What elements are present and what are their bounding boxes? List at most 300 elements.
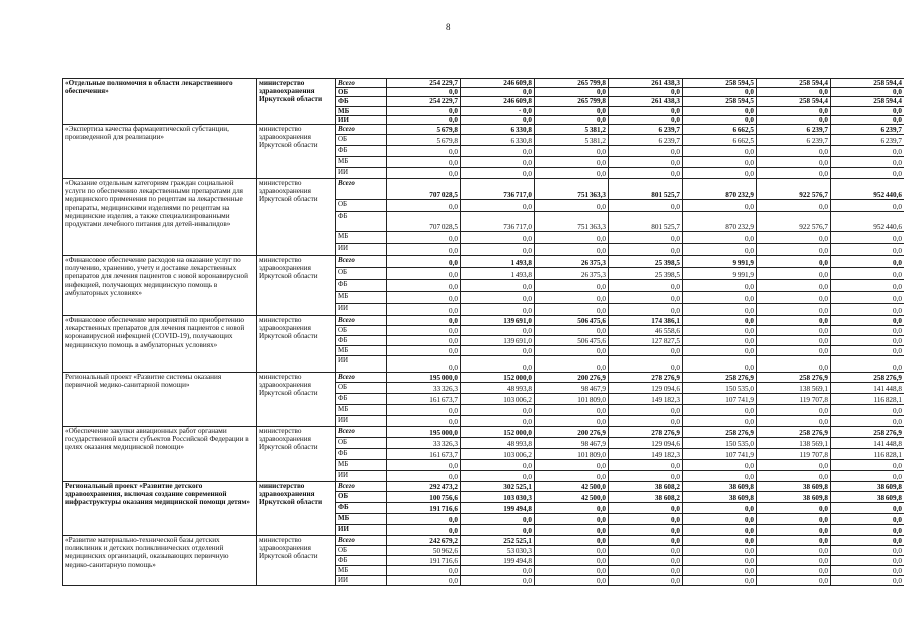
amount-cell: 191 716,6 [387,503,461,514]
amount-cell: 0,0 [683,405,757,416]
amount-cell: 150 535,0 [683,438,757,449]
amount-cell: 0,0 [831,244,904,256]
amount-cell: 0,0 [461,232,535,244]
amount-cell: 0,0 [831,405,904,416]
amount-cell: 103 030,3 [461,492,535,503]
executor-cell: министерство здравоохранения Иркутской области [257,316,336,373]
program-name-cell: Региональный проект «Развитие детского здравоохранения, включая создание современной инфраструктуры оказания медицинской помощи детям» [63,482,257,536]
funding-source-cell: Всего [336,256,387,268]
table-row [63,373,904,383]
program-name-cell: «Обеспечение закупки авиационных работ органами государственной власти субъектов Российской Федерации в целях оказания медицинской помощи» [63,427,257,482]
amount-cell: 0,0 [757,336,831,346]
amount-cell: 0,0 [831,88,904,97]
amount-cell: 0,0 [387,280,461,292]
amount-cell: 506 475,6 [535,336,609,346]
amount-cell: 0,0 [757,576,831,586]
amount-cell: 42 500,0 [535,482,609,492]
amount-cell: 801 525,7 [609,179,683,200]
amount-cell: 265 799,8 [535,79,609,88]
amount-cell: 0,0 [461,292,535,304]
funding-source-cell: ФБ [336,336,387,346]
funding-source-cell: ИИ [336,356,387,373]
amount-cell: 0,0 [461,514,535,525]
amount-cell: 25 398,5 [609,268,683,280]
amount-cell: 0,0 [387,460,461,471]
funding-source-cell: ФБ [336,97,387,106]
program-name-cell: «Экспертиза качества фармацевтической субстанции, произведенной для реализации» [63,125,257,179]
table-row [63,125,904,135]
amount-cell: 870 232,9 [683,212,757,232]
amount-cell: 107 741,9 [683,449,757,460]
amount-cell: 0,0 [387,405,461,416]
amount-cell: 0,0 [387,146,461,157]
amount-cell: 0,0 [757,88,831,97]
program-name-cell: Региональный проект «Развитие системы оказания первичной медико-санитарной помощи» [63,373,257,427]
executor-cell: министерство здравоохранения Иркутской области [257,536,336,586]
amount-cell: 0,0 [387,336,461,346]
funding-source-cell: МБ [336,460,387,471]
amount-cell: 246 609,8 [461,79,535,88]
table-row [63,536,904,546]
amount-cell: 870 232,9 [683,179,757,200]
amount-cell: 0,0 [757,157,831,168]
amount-cell: 195 000,0 [387,373,461,383]
amount-cell: 33 326,3 [387,383,461,394]
amount-cell: 0,0 [831,556,904,566]
amount-cell: 0,0 [461,244,535,256]
amount-cell: 199 494,8 [461,503,535,514]
amount-cell: 0,0 [683,566,757,576]
amount-cell: 0,0 [461,416,535,427]
amount-cell: 0,0 [683,416,757,427]
amount-cell: 0,0 [683,525,757,536]
amount-cell: 0,0 [609,556,683,566]
amount-cell: 0,0 [683,316,757,326]
amount-cell: 0,0 [535,416,609,427]
amount-cell: 0,0 [609,346,683,356]
amount-cell: 127 827,5 [609,336,683,346]
amount-cell: 141 448,8 [831,438,904,449]
amount-cell: 506 475,6 [535,316,609,326]
amount-cell: 0,0 [609,503,683,514]
amount-cell: 265 799,8 [535,97,609,106]
amount-cell: 6 330,8 [461,125,535,135]
program-name-cell: «Финансовое обеспечение мероприятий по приобретению лекарственных препаратов для лечения пациентов с новой коронавирусной инфекцией (COVID-19), получающих медицинскую помощь в амбулаторных условиях» [63,316,257,373]
amount-cell: 0,0 [461,168,535,179]
amount-cell: · 0,0 [461,106,535,115]
program-name-cell: «Оказание отдельным категориям граждан социальной услуги по обеспечению лекарственными препаратами для медицинского применения по рецептам на лекарственные препараты, медицинскими изделиями по рецептам на медицинские изделия, а также специализированными продуктами лечебного питания для детей-инвалидов» [63,179,257,256]
amount-cell: 1 493,8 [461,268,535,280]
funding-source-cell: Всего [336,79,387,88]
amount-cell: 258 276,9 [757,373,831,383]
amount-cell: 0,0 [683,244,757,256]
amount-cell: 0,0 [683,460,757,471]
amount-cell: 0,0 [831,536,904,546]
amount-cell: 0,0 [831,106,904,115]
amount-cell: 261 438,3 [609,97,683,106]
funding-source-cell: Всего [336,316,387,326]
amount-cell: 0,0 [609,200,683,212]
amount-cell: 0,0 [683,503,757,514]
funding-source-cell: МБ [336,232,387,244]
amount-cell: 0,0 [683,280,757,292]
amount-cell: 0,0 [461,525,535,536]
amount-cell: 0,0 [683,115,757,124]
funding-source-cell: ФБ [336,394,387,405]
amount-cell: 258 276,9 [831,427,904,438]
amount-cell: 161 673,7 [387,449,461,460]
amount-cell: 0,0 [387,232,461,244]
amount-cell: 801 525,7 [609,212,683,232]
amount-cell: 101 809,0 [535,394,609,405]
amount-cell: 0,0 [831,316,904,326]
amount-cell: 0,0 [387,356,461,373]
amount-cell: 707 028,5 [387,179,461,200]
amount-cell: 0,0 [683,304,757,316]
funding-source-cell: ФБ [336,146,387,157]
amount-cell: 25 398,5 [609,256,683,268]
funding-source-cell: ОБ [336,268,387,280]
amount-cell: 152 000,0 [461,427,535,438]
amount-cell: 258 594,4 [831,97,904,106]
funding-source-cell: ФБ [336,212,387,232]
amount-cell: 200 276,9 [535,373,609,383]
amount-cell: 0,0 [535,326,609,336]
amount-cell: 0,0 [461,576,535,586]
amount-cell: 6 239,7 [609,135,683,146]
amount-cell: 0,0 [387,326,461,336]
amount-cell: 0,0 [609,536,683,546]
amount-cell: 751 363,3 [535,179,609,200]
executor-cell: министерство здравоохранения Иркутской области [257,256,336,316]
amount-cell: 258 276,9 [683,373,757,383]
funding-source-cell: МБ [336,566,387,576]
amount-cell: 195 000,0 [387,427,461,438]
funding-source-cell: ФБ [336,556,387,566]
amount-cell: 139 691,0 [461,316,535,326]
funding-source-cell: ИИ [336,525,387,536]
amount-cell: 0,0 [831,200,904,212]
amount-cell: 0,0 [387,292,461,304]
amount-cell: 0,0 [831,292,904,304]
amount-cell: 174 386,1 [609,316,683,326]
amount-cell: 0,0 [609,106,683,115]
funding-source-cell: МБ [336,106,387,115]
amount-cell: 0,0 [461,460,535,471]
amount-cell: 0,0 [757,304,831,316]
amount-cell: 0,0 [609,280,683,292]
amount-cell: 6 239,7 [757,125,831,135]
amount-cell: 0,0 [609,146,683,157]
amount-cell: 5 381,2 [535,135,609,146]
amount-cell: 0,0 [535,244,609,256]
amount-cell: 6 662,5 [683,135,757,146]
amount-cell: 0,0 [831,356,904,373]
funding-source-cell: ИИ [336,168,387,179]
amount-cell: 0,0 [535,88,609,97]
amount-cell: 0,0 [831,514,904,525]
amount-cell: 0,0 [609,168,683,179]
amount-cell: 38 609,8 [757,492,831,503]
amount-cell: 0,0 [535,556,609,566]
amount-cell: 0,0 [683,471,757,482]
amount-cell: 0,0 [757,168,831,179]
amount-cell: 0,0 [757,460,831,471]
funding-source-cell: МБ [336,514,387,525]
amount-cell: 0,0 [831,326,904,336]
amount-cell: 952 440,6 [831,179,904,200]
funding-source-cell: ИИ [336,244,387,256]
amount-cell: 0,0 [535,200,609,212]
amount-cell: 38 609,8 [831,492,904,503]
amount-cell: 0,0 [831,115,904,124]
table-row [63,427,904,438]
amount-cell: 98 467,9 [535,383,609,394]
amount-cell: 258 594,4 [757,79,831,88]
funding-source-cell: МБ [336,157,387,168]
amount-cell: 0,0 [609,88,683,97]
amount-cell: 0,0 [831,256,904,268]
amount-cell: 0,0 [387,514,461,525]
funding-source-cell: ИИ [336,576,387,586]
amount-cell: 0,0 [461,88,535,97]
amount-cell: 0,0 [757,514,831,525]
funding-source-cell: Всего [336,179,387,200]
program-name-cell: «Развитие материально-технической базы детских поликлиник и детских поликлинических отделений медицинских организаций, оказывающих первичную медико-санитарную помощь» [63,536,257,586]
amount-cell: 0,0 [535,115,609,124]
amount-cell: 0,0 [387,244,461,256]
amount-cell: 38 608,2 [609,492,683,503]
amount-cell: 138 569,1 [757,438,831,449]
amount-cell: 116 828,1 [831,394,904,405]
amount-cell: 0,0 [831,232,904,244]
amount-cell: 258 594,4 [831,79,904,88]
amount-cell: 48 993,8 [461,383,535,394]
amount-cell: 0,0 [831,146,904,157]
amount-cell: 0,0 [831,460,904,471]
amount-cell: 258 276,9 [757,427,831,438]
amount-cell: 258 594,4 [757,97,831,106]
table-row [63,316,904,326]
amount-cell: 0,0 [683,336,757,346]
amount-cell: 129 094,6 [609,438,683,449]
amount-cell: 0,0 [609,232,683,244]
executor-cell: министерство здравоохранения Иркутской области [257,482,336,536]
amount-cell: 9 991,9 [683,256,757,268]
amount-cell: 5 679,8 [387,135,461,146]
funding-source-cell: ФБ [336,280,387,292]
amount-cell: 0,0 [609,157,683,168]
amount-cell: 0,0 [461,115,535,124]
funding-source-cell: МБ [336,292,387,304]
amount-cell: 292 473,2 [387,482,461,492]
amount-cell: 0,0 [831,280,904,292]
executor-cell: министерство здравоохранения Иркутской области [257,79,336,125]
funding-source-cell: Всего [336,373,387,383]
amount-cell: 0,0 [831,546,904,556]
program-name-cell: «Финансовое обеспечение расходов на оказание услуг по получению, хранению, учету и доставке лекарственных препаратов для лечения пациентов с новой коронавирусной инфекцией, получающих медицинскую помощь в амбулаторных условиях» [63,256,257,316]
amount-cell: 751 363,3 [535,212,609,232]
amount-cell: 0,0 [387,157,461,168]
amount-cell: 254 229,7 [387,79,461,88]
amount-cell: 0,0 [387,576,461,586]
amount-cell: 150 535,0 [683,383,757,394]
amount-cell: 0,0 [757,346,831,356]
amount-cell: 0,0 [683,556,757,566]
amount-cell: 0,0 [683,536,757,546]
table-row [63,79,904,88]
amount-cell: 0,0 [609,460,683,471]
amount-cell: 48 993,8 [461,438,535,449]
amount-cell: 0,0 [831,304,904,316]
amount-cell: 258 276,9 [831,373,904,383]
amount-cell: 707 028,5 [387,212,461,232]
amount-cell: 0,0 [535,566,609,576]
amount-cell: 0,0 [535,280,609,292]
amount-cell: 0,0 [387,416,461,427]
amount-cell: 0,0 [683,546,757,556]
amount-cell: 191 716,6 [387,556,461,566]
amount-cell: 200 276,9 [535,427,609,438]
amount-cell: 0,0 [387,256,461,268]
funding-source-cell: ИИ [336,304,387,316]
amount-cell: 0,0 [535,503,609,514]
amount-cell: 246 609,8 [461,97,535,106]
amount-cell: 0,0 [461,471,535,482]
amount-cell: 0,0 [683,88,757,97]
amount-cell: 0,0 [535,292,609,304]
amount-cell: 0,0 [757,556,831,566]
amount-cell: 0,0 [387,566,461,576]
amount-cell: 242 679,2 [387,536,461,546]
amount-cell: 736 717,0 [461,212,535,232]
amount-cell: 0,0 [683,200,757,212]
amount-cell: 26 375,3 [535,268,609,280]
funding-source-cell: ИИ [336,115,387,124]
amount-cell: 5 381,2 [535,125,609,135]
amount-cell: 254 229,7 [387,97,461,106]
amount-cell: 0,0 [387,304,461,316]
amount-cell: 53 030,3 [461,546,535,556]
amount-cell: 0,0 [831,503,904,514]
amount-cell: 0,0 [683,514,757,525]
amount-cell: 0,0 [535,536,609,546]
funding-source-cell: ОБ [336,492,387,503]
amount-cell: 33 326,3 [387,438,461,449]
amount-cell: 6 330,8 [461,135,535,146]
funding-source-cell: ИИ [336,416,387,427]
amount-cell: 0,0 [757,232,831,244]
amount-cell: 100 756,6 [387,492,461,503]
amount-cell: 6 662,5 [683,125,757,135]
amount-cell: 98 467,9 [535,438,609,449]
amount-cell: 0,0 [461,566,535,576]
amount-cell: 0,0 [757,256,831,268]
amount-cell: 161 673,7 [387,394,461,405]
amount-cell: 0,0 [831,168,904,179]
amount-cell: 0,0 [683,576,757,586]
amount-cell: 139 691,0 [461,336,535,346]
amount-cell: 0,0 [461,304,535,316]
amount-cell: 0,0 [535,146,609,157]
amount-cell: 0,0 [683,346,757,356]
amount-cell: 129 094,6 [609,383,683,394]
amount-cell: 149 182,3 [609,394,683,405]
amount-cell: 0,0 [535,546,609,556]
amount-cell: 0,0 [535,514,609,525]
amount-cell: 0,0 [831,471,904,482]
amount-cell: 0,0 [757,200,831,212]
amount-cell: 149 182,3 [609,449,683,460]
amount-cell: 0,0 [609,405,683,416]
funding-source-cell: ОБ [336,546,387,556]
amount-cell: 0,0 [757,146,831,157]
amount-cell: 0,0 [683,106,757,115]
amount-cell: 138 569,1 [757,383,831,394]
amount-cell: 252 525,1 [461,536,535,546]
amount-cell: 0,0 [831,566,904,576]
amount-cell: 0,0 [461,346,535,356]
amount-cell: 0,0 [535,106,609,115]
funding-source-cell: ИИ [336,471,387,482]
amount-cell: 0,0 [757,115,831,124]
amount-cell: 101 809,0 [535,449,609,460]
amount-cell: 0,0 [535,346,609,356]
amount-cell: 0,0 [757,280,831,292]
amount-cell: 278 276,9 [609,427,683,438]
amount-cell: 302 525,1 [461,482,535,492]
amount-cell: 38 609,8 [757,482,831,492]
amount-cell: 0,0 [757,525,831,536]
amount-cell: 278 276,9 [609,373,683,383]
amount-cell: 0,0 [831,525,904,536]
amount-cell: 0,0 [461,157,535,168]
amount-cell: 119 707,8 [757,449,831,460]
funding-source-cell: ОБ [336,326,387,336]
amount-cell: 0,0 [683,232,757,244]
amount-cell: 0,0 [461,280,535,292]
amount-cell: 0,0 [609,292,683,304]
amount-cell: 0,0 [757,326,831,336]
amount-cell: 0,0 [831,416,904,427]
amount-cell: 0,0 [387,471,461,482]
executor-cell: министерство здравоохранения Иркутской области [257,125,336,179]
amount-cell: 261 438,3 [609,79,683,88]
amount-cell: 258 594,5 [683,97,757,106]
amount-cell: 258 594,5 [683,79,757,88]
amount-cell: 42 500,0 [535,492,609,503]
funding-source-cell: ОБ [336,383,387,394]
amount-cell: 0,0 [757,566,831,576]
amount-cell: 38 609,8 [831,482,904,492]
amount-cell: 0,0 [387,268,461,280]
amount-cell: 0,0 [831,268,904,280]
amount-cell: 199 494,8 [461,556,535,566]
funding-source-cell: Всего [336,125,387,135]
amount-cell: 0,0 [461,405,535,416]
amount-cell: 0,0 [461,326,535,336]
amount-cell: 0,0 [609,566,683,576]
funding-source-cell: ФБ [336,449,387,460]
amount-cell: 0,0 [757,244,831,256]
amount-cell: 6 239,7 [831,125,904,135]
amount-cell: 0,0 [387,115,461,124]
amount-cell: 38 608,2 [609,482,683,492]
amount-cell: 0,0 [757,356,831,373]
amount-cell: 0,0 [609,416,683,427]
amount-cell: 0,0 [683,292,757,304]
amount-cell: 0,0 [831,346,904,356]
